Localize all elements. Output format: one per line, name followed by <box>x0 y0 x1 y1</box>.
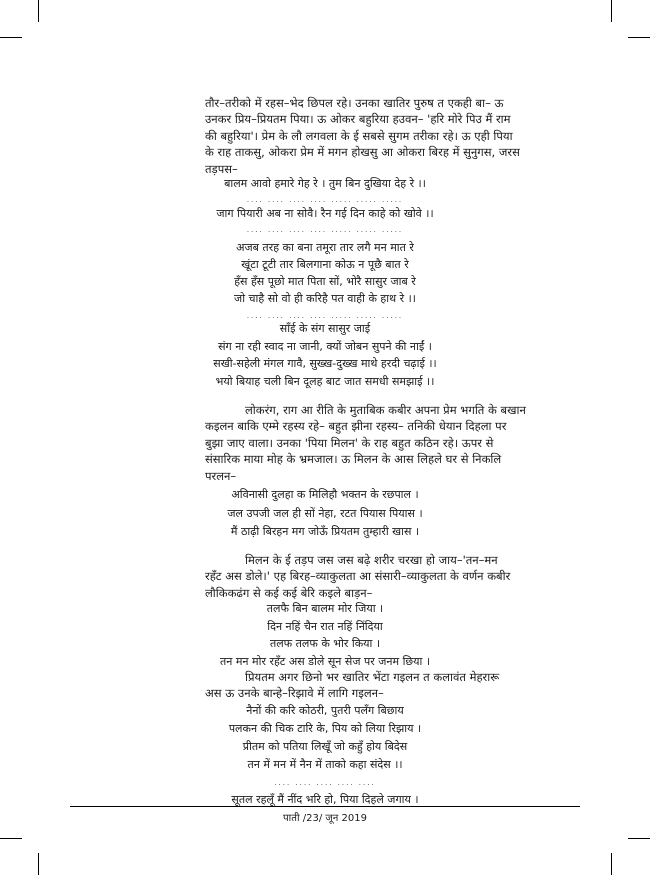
text-line: तौर–तरीको में रहस–भेद छिपल रहे। उनका खातिर पुरुष त एकही बा– ऊ <box>205 96 504 110</box>
verse-line: साँई के संग सासुर जाई <box>279 322 371 335</box>
verse-line: खूंटा टूटी तार बिलगाना कोऊ न पूछै बात रे <box>241 258 409 271</box>
paragraph <box>205 95 542 177</box>
verse <box>0 320 650 390</box>
paragraph <box>205 552 542 601</box>
verse-line: प्रीतम को पतिया लिखूँ जो कहुँ होय बिदेस <box>242 740 408 753</box>
text-line: उनकर प्रिय–प्रियतम पिया। ऊ ओकर बहुरिया हउवन– 'हरि मोरे पिउ मैं राम <box>205 112 511 127</box>
verse-line: बालम आवो हमारे गेह रे । तुम बिन दुखिया देह रे ।। <box>224 177 426 190</box>
ellipsis-divider: .... .... .... .... ..... ..... ..... <box>246 226 404 234</box>
crop-mark <box>628 838 650 839</box>
text-line: लौकिकढंग से कई कई बेरि कइले बाड़न– <box>205 585 373 600</box>
verse-line: भयो बियाह चली बिन दूलह बाट जात समधी समझाई ।। <box>215 374 435 388</box>
verse <box>0 176 650 235</box>
verse-line: तलफै बिन बालम मोर जिया । <box>266 602 384 615</box>
verse-line: तन मन मोर रहँट अस डोले सून सेज पर जनम छिया । <box>219 654 431 668</box>
paragraph <box>205 402 542 484</box>
text-line: कइलन बाकि एम्मे रहस्य रहे– बहुत झीना रहस्य– तनिकी धेयान दिहला पर <box>205 419 507 434</box>
verse <box>0 702 650 809</box>
verse-line: सूतल रहलूँ मैं नींद भरि हो, पिया दिहले जगाय । <box>231 793 419 806</box>
text-line: अस ऊ उनके बान्हे–रिझावे में लागि गइलन– <box>205 686 384 701</box>
crop-mark <box>611 853 612 875</box>
verse-line: अविनासी दुलहा क मिलिहौ भक्तन के रछपाल । <box>231 488 419 501</box>
verse-line: सखी-सहेली मंगल गावै, सुख्ख-दुख्ख माथे हरदी चढ़ाई ।। <box>213 357 437 370</box>
verse-line: मैं ठाढ़ी बिरहन मग जोऊँ प्रियतम तुम्हारी खास । <box>230 525 420 538</box>
footer-rule <box>70 806 580 807</box>
verse-line: जाग पियारी अब ना सोवै। रैन गई दिन काहे को खोवे ।। <box>216 207 434 220</box>
text-line: रहँट अस डोले।' एह बिरह–व्याकुलता आ संसारी–व्याकुलता के वर्णन कबीर <box>205 569 511 584</box>
verse <box>0 486 650 542</box>
text-line: परलन– <box>205 468 237 483</box>
verse-line: जो चाहै सो वो ही करिहै पत वाही के हाथ रे ।। <box>234 292 416 305</box>
paragraph <box>205 669 542 702</box>
crop-mark <box>628 37 650 38</box>
crop-mark <box>0 838 22 839</box>
text-line: की बहुरिया'। प्रेम के लौ लगवला के ई सबसे सुगम तरीका रहे। ऊ एही पिया <box>205 128 513 143</box>
verse-line: हँस हँस पूछो मात पिता सों, भोरै सासुर जाब रे <box>234 275 416 288</box>
crop-mark <box>611 0 612 22</box>
verse-line: पलकन की चिक टारि के, पिय को लिया रिझाय । <box>228 722 422 735</box>
text-line: लोकरंग, राग आ रीति के मुताबिक कबीर अपना प्रेम भगति के बखान <box>245 403 526 417</box>
text-line: प्रियतम अगर छिनो भर खातिर भेंटा गइलन त कलावंत मेहरारू <box>245 670 500 684</box>
verse-line: नैनों की करि कोठरी, पुतरी पलँग बिछाय <box>246 704 404 717</box>
verse <box>0 239 650 321</box>
verse-line: तलफ तलफ के भोर किया । <box>269 637 381 650</box>
crop-mark <box>38 0 39 22</box>
text-line: तड़पस– <box>205 161 238 176</box>
text-line: मिलन के ई तड़प जस जस बढ़े शरीर चरखा हो जाय–'तन–मन <box>245 553 498 567</box>
text-line: के राह ताकसु, ओकरा प्रेम में मगन होखसु आ ओकरा बिरह में सुनुगस, जरस <box>205 145 520 160</box>
verse-line: तन में मन में नैन में ताको कहा संदेस ।। <box>247 758 403 771</box>
ellipsis-divider: .... .... .... .... ..... ..... ..... <box>246 312 404 320</box>
verse-line: जल उपजी जल ही सों नेहा, रटत पियास पियास । <box>227 506 423 520</box>
text-line: बुझा जाए वाला। उनका 'पिया मिलन' के राह बहुत कठिन रहे। ऊपर से <box>205 435 494 450</box>
verse-line: संग ना रही स्वाद ना जानी, क्यों जोबन सुपने की नाईं । <box>218 339 432 353</box>
ellipsis-divider: .... .... .... .... ..... ..... ..... <box>246 196 404 204</box>
page-footer: पाती /23/ जून 2019 <box>283 813 367 824</box>
verse <box>0 600 650 670</box>
verse-line: दिन नहिं चैन रात नहिं निंदिया <box>267 619 383 633</box>
crop-mark <box>0 37 22 38</box>
text-line: संसारिक माया मोह के भ्रमजाल। ऊ मिलन के आस लिहले घर से निकलि <box>205 452 502 467</box>
crop-mark <box>38 853 39 875</box>
ellipsis-divider: .... .... .... .... .... <box>274 779 376 787</box>
verse-line: अजब तरह का बना तमूरा तार लगै मन मात रे <box>236 241 414 254</box>
